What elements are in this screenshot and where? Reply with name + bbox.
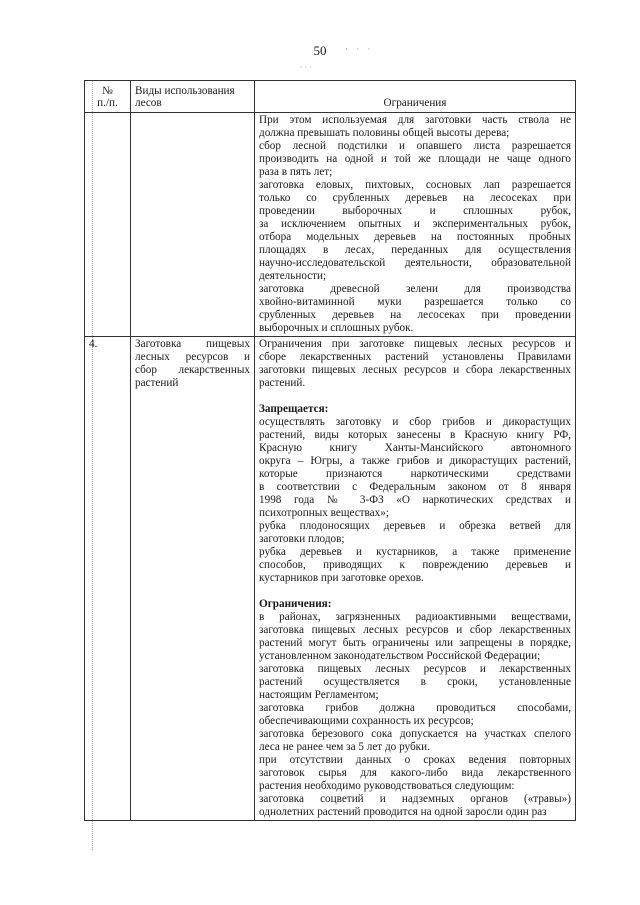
text-line: При этом используемая для заготовки часть ствола не (259, 114, 571, 126)
text-line: растений могут быть ограничены или запрещены в порядке, (259, 637, 571, 649)
page-number: 50 (313, 43, 327, 58)
text-line: площадях в лесах, переданных для осуществления (259, 244, 571, 256)
text-line: научно-исследовательской деятельности, образовательной (259, 257, 571, 269)
text-line: заготовка древесной зелени для производства (259, 283, 571, 295)
cell-type-empty (131, 113, 255, 337)
text-line: Ограничения при заготовке пищевых лесных ресурсов и (259, 338, 571, 350)
text-line: отбора модельных деревьев на постоянных пробных (259, 231, 571, 243)
forest-use-line: растений (135, 377, 179, 389)
text-line: раза в пять лет; (259, 166, 333, 178)
intro-paragraph (259, 338, 571, 390)
text-line: которые признаются наркотическими средствами (259, 468, 571, 480)
header-forest-use (131, 81, 255, 113)
text-line: растений, виды которых занесены в Красную книгу РФ, (259, 429, 571, 441)
cell-row-number: 4. (85, 337, 131, 821)
header-num (85, 81, 131, 113)
text-line: выборочных и сплошных рубок. (259, 322, 414, 334)
header-restrictions: Ограничения (255, 81, 576, 113)
text-line: за исключением опытных и экспериментальных рубок, (259, 218, 571, 230)
text-line: в районах, загрязненных радиоактивными веществами, (259, 611, 571, 623)
text-line: леса не ранее чем за 5 лет до рубки. (259, 741, 430, 753)
header-type-line-2: лесов (135, 96, 162, 109)
text-line: растений. (259, 377, 306, 389)
text-line: срубленных деревьев на лесосеках при проведении (259, 309, 571, 321)
cell-forest-use-type (131, 337, 255, 821)
text-line: заготовка соцветий и надземных органов («травы») (259, 793, 571, 805)
text-line: 1998 года № 3-ФЗ «О наркотических средствах и (259, 494, 571, 506)
forest-use-line: сбор лекарственных (135, 364, 250, 376)
table-header-row (85, 81, 576, 113)
forest-use-line: Заготовка пищевых (135, 338, 250, 350)
text-line: деятельности; (259, 270, 327, 282)
cell-continuation-text (255, 113, 576, 337)
forest-use-line: лесных ресурсов и (135, 351, 250, 363)
text-line: настоящим Регламентом; (259, 689, 379, 701)
text-line: заготовка пищевых лесных ресурсов и сбор лекарственных (259, 624, 571, 636)
text-line: осуществлять заготовку и сбор грибов и дикорастущих (259, 416, 571, 428)
scan-noise: · · · (345, 44, 374, 54)
text-line: растений осуществляется в сроки, установленные (259, 676, 571, 688)
limits-list (259, 611, 571, 819)
restrictions-table (84, 80, 576, 821)
text-line: заготовки плодов; (259, 533, 345, 545)
text-line: психотропных веществах»; (259, 507, 389, 519)
prohibited-heading: Запрещается: (259, 403, 329, 415)
text-line: при отсутствии данных о сроках ведения повторных (259, 754, 571, 766)
text-line: обеспечивающими сохранность их ресурсов; (259, 715, 474, 727)
text-line: заготовка березового сока допускается на участках спелого (259, 728, 571, 740)
table-row-4 (85, 337, 576, 821)
text-line: проведении выборочных и сплошных рубок, (259, 205, 571, 217)
text-line: должна превышать половины общей высоты дерева; (259, 127, 510, 139)
cell-restrictions-text (255, 337, 576, 821)
prohibited-list (259, 416, 571, 585)
text-line: только со срубленных деревьев на лесосеках при (259, 192, 571, 204)
text-line: заготовка грибов должна проводиться способами, (259, 702, 571, 714)
header-num-line-1: № (102, 84, 113, 97)
header-num-line-2: п./п. (97, 96, 118, 109)
scan-noise-2: · · · (300, 63, 312, 72)
table-row-continuation (85, 113, 576, 337)
text-line: заготовка пищевых лесных ресурсов и лекарственных (259, 663, 571, 675)
limits-heading: Ограничения: (259, 598, 332, 610)
text-line: Красную книгу Ханты-Мансийского автономного (259, 442, 571, 454)
text-line: заготовки пищевых лесных ресурсов и сбора лекарственных (259, 364, 571, 376)
header-type-line-1: Виды использования (135, 84, 235, 97)
text-line: рубка плодоносящих деревьев и обрезка ветвей для (259, 520, 571, 532)
text-line: способов, приводящих к повреждению деревьев и (259, 559, 571, 571)
text-line: рубка деревьев и кустарников, а также применение (259, 546, 571, 558)
text-line: производить на одной и той же площади не чаще одного (259, 153, 571, 165)
text-line: заготовка еловых, пихтовых, сосновых лап разрешается (259, 179, 571, 191)
text-line: кустарников при заготовке орехов. (259, 572, 424, 584)
cell-num-empty (85, 113, 131, 337)
text-line: сбор лесной подстилки и опавшего листа разрешается (259, 140, 571, 152)
text-line: хвойно-витаминной муки разрешается только со (259, 296, 571, 308)
text-line: округа – Югры, а также грибов и дикорастущих растений, (259, 455, 571, 467)
text-line: однолетних растений проводится на одной заросли один раз (259, 806, 547, 818)
text-line: растения необходимо руководствоваться следующим: (259, 780, 515, 792)
text-line: заготовок сырья для какого-либо вида лекарственного (259, 767, 571, 779)
text-line: сборе лекарственных растений установлены Правилами (259, 351, 571, 363)
text-line: в соответствии с Федеральным законом от 8 января (259, 481, 571, 493)
text-line: установленном законодательством Российской Федерации; (259, 650, 541, 662)
